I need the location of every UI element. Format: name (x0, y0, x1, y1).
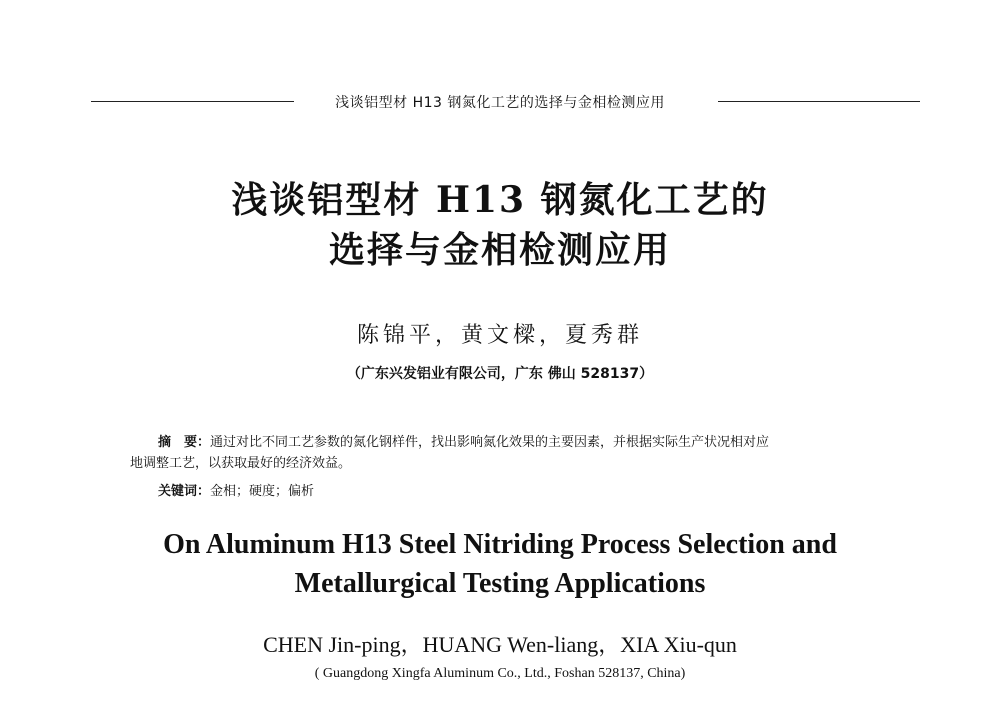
chinese-title-line-2: 选择与金相检测应用 (328, 229, 671, 271)
english-title-line-2: Metallurgical Testing Applications (294, 568, 706, 599)
abstract-label: 摘 要： (158, 435, 211, 450)
chinese-title-line-1: 浅谈铝型材 H13 钢氮化工艺的 (231, 179, 769, 221)
running-header-text: 浅谈铝型材 H13 钢氮化工艺的选择与金相检测应用 (335, 95, 665, 111)
abstract-line-1 (130, 432, 890, 453)
english-title-line-1: On Aluminum H13 Steel Nitriding Process Selection and (163, 529, 837, 560)
abstract-text-1: 通过对比不同工艺参数的氮化钢样件，找出影响氮化效果的主要因素，并根据实际生产状况相对应 (210, 435, 770, 450)
keywords (158, 480, 314, 499)
chinese-authors: 陈锦平，黄文樑，夏秀群 (356, 323, 643, 348)
english-authors: CHEN Jin-ping，HUANG Wen-liang，XIA Xiu-qun (263, 632, 737, 657)
chinese-affiliation: （广东兴发铝业有限公司，广东 佛山 528137） (346, 366, 654, 382)
abstract (130, 432, 890, 474)
header-rule-right (718, 101, 920, 102)
english-affiliation: ( Guangdong Xingfa Aluminum Co., Ltd., Foshan 528137, China) (314, 666, 686, 681)
header-rule-left (91, 101, 294, 102)
keywords-label: 关键词： (158, 484, 211, 499)
running-header (0, 90, 1000, 114)
abstract-line-2: 地调整工艺，以获取最好的经济效益。 (130, 456, 352, 471)
keywords-text: 金相；硬度；偏析 (210, 484, 315, 499)
